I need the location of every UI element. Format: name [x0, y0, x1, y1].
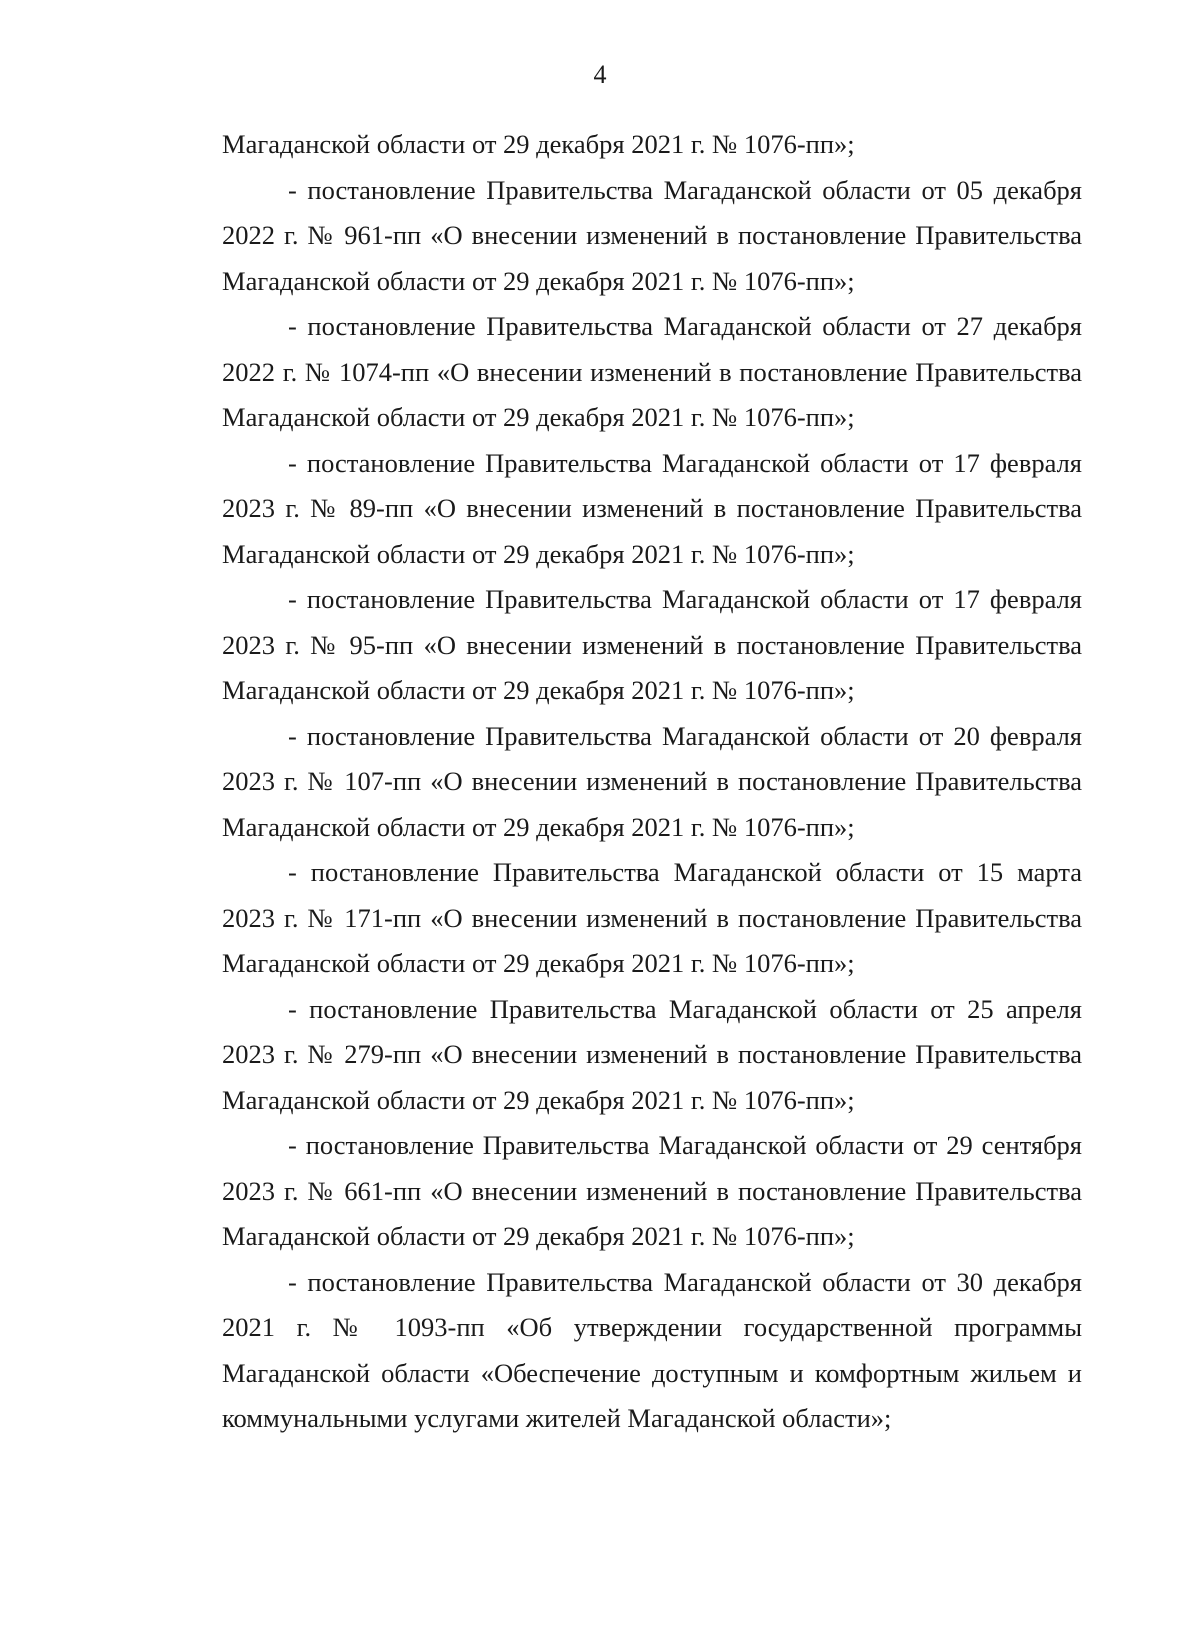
paragraph: - постановление Правительства Магаданской области от 17 февраля 2023 г. № 89-пп «О внесении изменений в постановление Правительства Магаданской области от 29 декабря 2021 г. № 1076-пп»;: [222, 447, 1082, 569]
paragraph: - постановление Правительства Магаданской области от 05 декабря 2022 г. № 961-пп «О внесении изменений в постановление Правительства Магаданской области от 29 декабря 2021 г. № 1076-пп»;: [222, 174, 1082, 296]
paragraph: Магаданской области от 29 декабря 2021 г. № 1076-пп»;: [222, 129, 855, 159]
paragraph: - постановление Правительства Магаданской области от 29 сентября 2023 г. № 661-пп «О внесении изменений в постановление Правительства Магаданской области от 29 декабря 2021 г. № 1076-пп»;: [222, 1130, 1082, 1251]
paragraph: - постановление Правительства Магаданской области от 20 февраля 2023 г. № 107-пп «О внесении изменений в постановление Правительства Магаданской области от 29 декабря 2021 г. № 1076-пп»;: [222, 720, 1082, 842]
paragraph: - постановление Правительства Магаданской области от 25 апреля 2023 г. № 279-пп «О внесении изменений в постановление Правительства Магаданской области от 29 декабря 2021 г. № 1076-пп»;: [222, 993, 1082, 1115]
paragraph: - постановление Правительства Магаданской области от 15 марта 2023 г. № 171-пп «О внесении изменений в постановление Правительства Магаданской области от 29 декабря 2021 г. № 1076-пп»;: [222, 857, 1082, 978]
page-number: 4: [593, 60, 607, 89]
paragraph: - постановление Правительства Магаданской области от 17 февраля 2023 г. № 95-пп «О внесении изменений в постановление Правительства Магаданской области от 29 декабря 2021 г. № 1076-пп»;: [222, 584, 1082, 705]
paragraph: - постановление Правительства Магаданской области от 27 декабря 2022 г. № 1074-пп «О внесении изменений в постановление Правительства Магаданской области от 29 декабря 2021 г. № 1076-пп»;: [222, 311, 1082, 432]
paragraph: - постановление Правительства Магаданской области от 30 декабря 2021 г. № 1093-пп «Об утверждении государственной программы Магаданской области «Обеспечение доступным и комфортным жильем и коммунальными услугами жителей Магаданской области»;: [222, 1266, 1082, 1433]
document-body: [222, 122, 1082, 1442]
